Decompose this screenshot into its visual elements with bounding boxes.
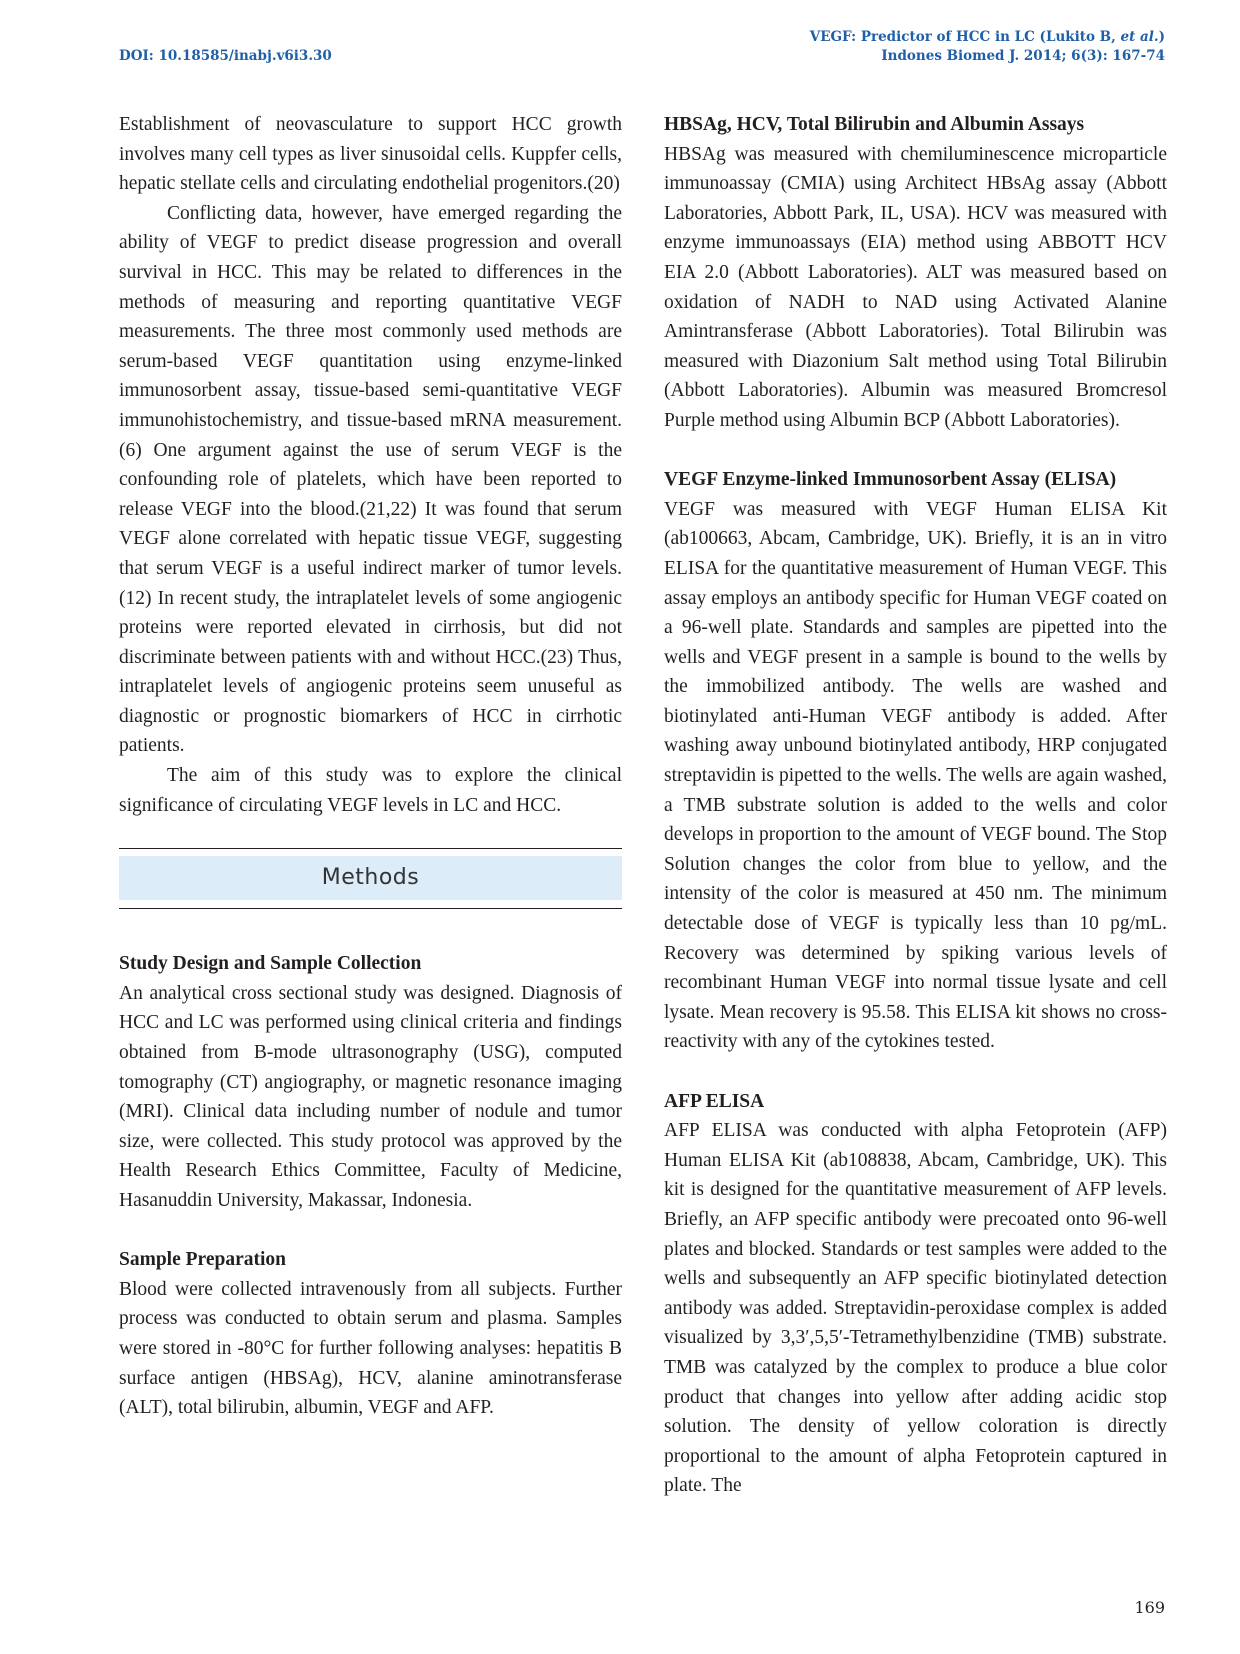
paragraph-hbsag-assays: HBSAg was measured with chemiluminescence microparticle immunoassay (CMIA) using Architect HBsAg assay (Abbott Laboratories, Abbott Park, IL, USA). HCV was measured with enzyme immunoassays (EIA) method using ABBOTT HCV EIA 2.0 (Abbott Laboratories). ALT was measured based on oxidation of NADH to NAD using Activated Alanine Amintransferase (Abbott Laboratories). Total Bilirubin was measured with Diazonium Salt method using Total Bilirubin (Abbott Laboratories). Albumin was measured Bromcresol Purple method using Albumin BCP (Abbott Laboratories). <box>664 143 1167 431</box>
journal-citation: Indones Biomed J. 2014; 6(3): 167-74 <box>881 48 1165 64</box>
spacer <box>119 1216 622 1246</box>
intro-paragraph-3: The aim of this study was to explore the clinical significance of circulating VEGF levels in LC and HCC. <box>119 765 622 816</box>
heading-afp-elisa: AFP ELISA <box>664 1090 765 1112</box>
paragraph-sample-preparation: Blood were collected intravenously from all subjects. Further process was conducted to obtain serum and plasma. Samples were stored in -80°C for further following analyses: hepatitis B surface antigen (HBSAg), HCV, alanine aminotransferase (ALT), total bilirubin, albumin, VEGF and AFP. <box>119 1278 622 1419</box>
running-title-etal: et al. <box>1120 29 1159 45</box>
running-header <box>810 28 1165 66</box>
running-title-prefix: VEGF: Predictor of HCC in LC (Lukito B, <box>809 29 1121 45</box>
right-column <box>664 110 1167 1501</box>
running-title <box>810 28 1165 47</box>
methods-section-banner <box>119 848 622 909</box>
intro-paragraph-2: Conflicting data, however, have emerged regarding the ability of VEGF to predict disease progression and overall survival in HCC. This may be related to differences in the methods of measuring and reporting quantitative VEGF measurements. The three most commonly used methods are serum-based VEGF quantitation using enzyme-linked immunosorbent assay, tissue-based semi-quantitative VEGF immunohistochemistry, and tissue-based mRNA measurement.(6) One argument against the use of serum VEGF is the confounding role of platelets, which have been reported to release VEGF into the blood.(21,22) It was found that serum VEGF alone correlated with hepatic tissue VEGF, suggesting that serum VEGF is a useful indirect marker of tumor levels.(12) In recent study, the intraplatelet levels of some angiogenic proteins were reported elevated in cirrhosis, but did not discriminate between patients with and without HCC.(23) Thus, intraplatelet levels of angiogenic proteins seem unuseful as diagnostic or prognostic biomarkers of HCC in cirrhotic patients. <box>119 202 622 757</box>
intro-paragraph-1: Establishment of neovasculature to support HCC growth involves many cell types as liver sinusoidal cells. Kuppfer cells, hepatic stellate cells and circulating endothelial progenitors.(20) <box>119 114 622 195</box>
heading-hbsag-assays: HBSAg, HCV, Total Bilirubin and Albumin Assays <box>664 114 1085 135</box>
heading-study-design: Study Design and Sample Collection <box>119 953 422 975</box>
page-number: 169 <box>1134 1598 1165 1617</box>
paragraph-study-design: An analytical cross sectional study was designed. Diagnosis of HCC and LC was performed using clinical criteria and findings obtained from B-mode ultrasonography (USG), computed tomography (CT) angiography, or magnetic resonance imaging (MRI). Clinical data including number of nodule and tumor size, were collected. This study protocol was approved by the Health Research Ethics Committee, Faculty of Medicine, Hasanuddin University, Makassar, Indonesia. <box>119 982 622 1211</box>
spacer <box>664 1057 1167 1087</box>
running-title-suffix: ) <box>1158 29 1165 45</box>
spacer <box>119 909 622 949</box>
heading-vegf-elisa: VEGF Enzyme-linked Immunosorbent Assay (ELISA) <box>664 469 1117 491</box>
paragraph-afp-elisa: AFP ELISA was conducted with alpha Fetoprotein (AFP) Human ELISA Kit (ab108838, Abcam, Cambridge, UK). This kit is designed for the quantitative measurement of AFP levels. Briefly, an AFP specific antibody were precoated onto 96-well plates and blocked. Standards or test samples were added to the wells and subsequently an AFP specific biotinylated detection antibody was added. Streptavidin-peroxidase complex is added visualized by 3,3′,5,5′-Tetramethylbenzidine (TMB) substrate. TMB was catalyzed by the complex to produce a blue color product that changes into yellow after adding acidic stop solution. The density of yellow coloration is directly proportional to the amount of alpha Fetoprotein captured in plate. The <box>664 1120 1167 1497</box>
section-title-methods: Methods <box>119 856 622 900</box>
heading-sample-preparation: Sample Preparation <box>119 1249 287 1271</box>
paragraph-vegf-elisa: VEGF was measured with VEGF Human ELISA Kit (ab100663, Abcam, Cambridge, UK). Briefly, it is an in vitro ELISA for the quantitative measurement of Human VEGF. This assay employs an antibody specific for Human VEGF coated on a 96-well plate. Standards and samples are pipetted into the wells and VEGF present in a sample is bound to the wells by the immobilized antibody. The wells are washed and biotinylated anti-Human VEGF antibody is added. After washing away unbound biotinylated antibody, HRP conjugated streptavidin is pipetted to the wells. The wells are again washed, a TMB substrate solution is added to the wells and color develops in proportion to the amount of VEGF bound. The Stop Solution changes the color from blue to yellow, and the intensity of the color is measured at 450 nm. The minimum detectable dose of VEGF is typically less than 10 pg/mL. Recovery was determined by spiking various levels of recombinant Human VEGF into normal tissue lysate and cell lysate. Mean recovery is 95.58. This ELISA kit shows no cross-reactivity with any of the cytokines tested. <box>664 498 1167 1053</box>
left-column <box>119 110 622 1423</box>
spacer <box>664 436 1167 466</box>
doi[interactable]: DOI: 10.18585/inabj.v6i3.30 <box>119 48 332 64</box>
